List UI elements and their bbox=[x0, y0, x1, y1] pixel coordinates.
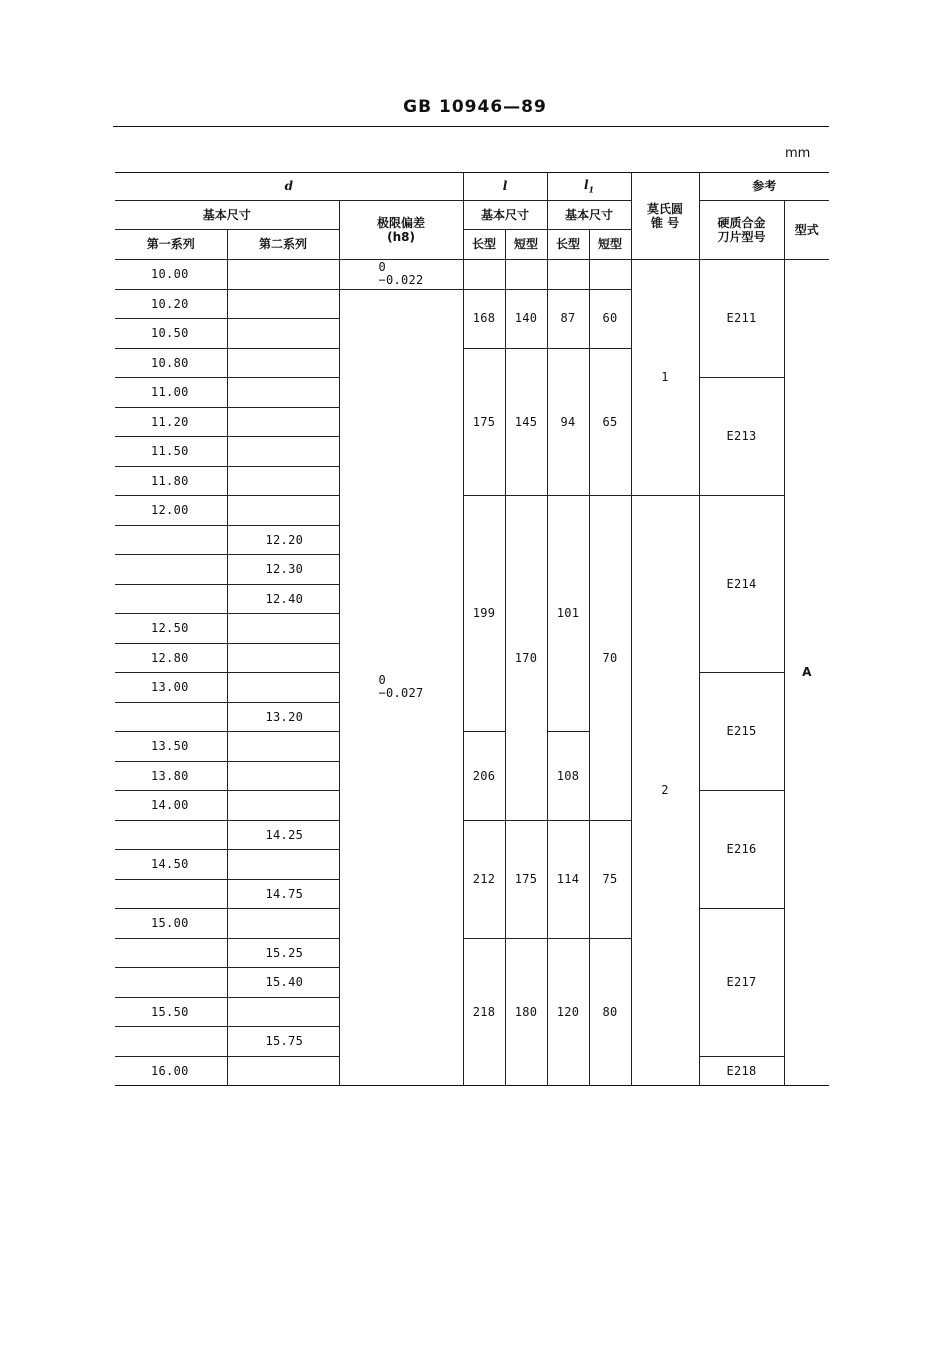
l1-long-cell: 94 bbox=[547, 348, 589, 496]
basic-size-header: 基本尺寸 bbox=[115, 201, 339, 230]
morse-header-line2: 锥 号 bbox=[650, 216, 680, 230]
l1-basic-size-header: 基本尺寸 bbox=[547, 201, 631, 230]
l1-group-header bbox=[547, 173, 631, 201]
carbide-header-line1: 硬质合金 bbox=[717, 215, 766, 230]
l1-long-cell: 108 bbox=[547, 732, 589, 821]
series1-cell: 12.00 bbox=[115, 496, 227, 526]
tolerance-lower: −0.027 bbox=[378, 685, 424, 700]
l1-short-cell bbox=[589, 260, 631, 290]
series2-cell bbox=[227, 437, 339, 467]
insert-cell: E218 bbox=[699, 1056, 784, 1086]
series1-cell bbox=[115, 1027, 227, 1057]
series2-cell bbox=[227, 791, 339, 821]
series2-cell bbox=[227, 1056, 339, 1086]
series2-cell: 13.20 bbox=[227, 702, 339, 732]
series2-cell bbox=[227, 643, 339, 673]
series1-header: 第一系列 bbox=[115, 230, 227, 260]
l-long-cell: 168 bbox=[463, 289, 505, 348]
insert-cell: E211 bbox=[699, 260, 784, 378]
morse-header-line1: 莫氏圆 bbox=[647, 201, 684, 216]
l-short-cell: 145 bbox=[505, 348, 547, 496]
header-row bbox=[115, 173, 829, 201]
series1-cell bbox=[115, 702, 227, 732]
type-cell: A bbox=[784, 260, 829, 1086]
tolerance-cell bbox=[339, 260, 463, 290]
l1-short-header: 短型 bbox=[589, 230, 631, 260]
l1-short-cell: 75 bbox=[589, 820, 631, 938]
series2-cell: 12.40 bbox=[227, 584, 339, 614]
series2-cell bbox=[227, 289, 339, 319]
series2-cell bbox=[227, 850, 339, 880]
l1-long-cell bbox=[547, 260, 589, 290]
series2-cell bbox=[227, 260, 339, 290]
series2-cell bbox=[227, 909, 339, 939]
l-long-cell: 199 bbox=[463, 496, 505, 732]
l1-long-cell: 87 bbox=[547, 289, 589, 348]
series1-cell bbox=[115, 879, 227, 909]
l1-long-cell: 114 bbox=[547, 820, 589, 938]
series2-cell bbox=[227, 614, 339, 644]
type-header: 型式 bbox=[784, 201, 829, 260]
l1-long-cell: 101 bbox=[547, 496, 589, 732]
series1-cell bbox=[115, 555, 227, 585]
series1-cell: 11.50 bbox=[115, 437, 227, 467]
series1-cell: 14.00 bbox=[115, 791, 227, 821]
series2-cell bbox=[227, 348, 339, 378]
l1-short-cell: 80 bbox=[589, 938, 631, 1086]
series1-cell: 13.00 bbox=[115, 673, 227, 703]
series1-cell: 14.50 bbox=[115, 850, 227, 880]
series1-cell: 11.00 bbox=[115, 378, 227, 408]
tolerance-label: 极限偏差 bbox=[377, 215, 426, 230]
l1-long-cell: 120 bbox=[547, 938, 589, 1086]
insert-cell: E213 bbox=[699, 378, 784, 496]
series1-cell: 10.20 bbox=[115, 289, 227, 319]
l-short-header: 短型 bbox=[505, 230, 547, 260]
l1-short-cell: 65 bbox=[589, 348, 631, 496]
series1-cell: 10.00 bbox=[115, 260, 227, 290]
d-group-header: d bbox=[115, 173, 463, 201]
series2-cell: 14.75 bbox=[227, 879, 339, 909]
series2-cell: 12.30 bbox=[227, 555, 339, 585]
l-short-cell: 175 bbox=[505, 820, 547, 938]
table-row bbox=[115, 260, 829, 290]
l-short-cell: 170 bbox=[505, 496, 547, 821]
series2-cell bbox=[227, 466, 339, 496]
series1-cell: 13.80 bbox=[115, 761, 227, 791]
series2-cell: 15.40 bbox=[227, 968, 339, 998]
series1-cell bbox=[115, 968, 227, 998]
series1-cell bbox=[115, 938, 227, 968]
series1-cell: 10.80 bbox=[115, 348, 227, 378]
l-long-cell: 206 bbox=[463, 732, 505, 821]
tolerance-cell bbox=[339, 289, 463, 1086]
series1-cell: 10.50 bbox=[115, 319, 227, 349]
series1-cell: 15.50 bbox=[115, 997, 227, 1027]
series1-cell: 13.50 bbox=[115, 732, 227, 762]
l-basic-size-header: 基本尺寸 bbox=[463, 201, 547, 230]
series1-cell bbox=[115, 820, 227, 850]
series2-cell: 12.20 bbox=[227, 525, 339, 555]
l-long-cell: 175 bbox=[463, 348, 505, 496]
series2-cell bbox=[227, 407, 339, 437]
l-short-cell bbox=[505, 260, 547, 290]
carbide-header-line2: 刀片型号 bbox=[717, 230, 766, 244]
series2-cell bbox=[227, 378, 339, 408]
series2-cell bbox=[227, 319, 339, 349]
document-header-title: GB 10946—89 bbox=[403, 97, 547, 117]
l1-long-header: 长型 bbox=[547, 230, 589, 260]
tolerance-upper: 0 bbox=[378, 673, 386, 688]
series1-cell: 15.00 bbox=[115, 909, 227, 939]
l1-subscript: 1 bbox=[588, 184, 595, 195]
series2-cell: 15.75 bbox=[227, 1027, 339, 1057]
l-long-cell bbox=[463, 260, 505, 290]
carbide-insert-header bbox=[699, 201, 784, 260]
insert-cell: E216 bbox=[699, 791, 784, 909]
series2-cell bbox=[227, 673, 339, 703]
series2-cell bbox=[227, 997, 339, 1027]
l-short-cell: 180 bbox=[505, 938, 547, 1086]
series1-cell: 12.50 bbox=[115, 614, 227, 644]
morse-taper-cell: 2 bbox=[631, 496, 699, 1086]
tolerance-upper: 0 bbox=[378, 260, 386, 275]
table-row bbox=[115, 496, 829, 526]
l-long-header: 长型 bbox=[463, 230, 505, 260]
l-short-cell: 140 bbox=[505, 289, 547, 348]
series1-cell bbox=[115, 525, 227, 555]
insert-cell: E214 bbox=[699, 496, 784, 673]
tolerance-code: (h8) bbox=[387, 230, 415, 244]
series1-cell: 12.80 bbox=[115, 643, 227, 673]
insert-cell: E215 bbox=[699, 673, 784, 791]
series2-cell bbox=[227, 761, 339, 791]
l-long-cell: 218 bbox=[463, 938, 505, 1086]
series2-cell bbox=[227, 496, 339, 526]
series2-cell: 15.25 bbox=[227, 938, 339, 968]
reference-header: 参考 bbox=[699, 173, 829, 201]
l-long-cell: 212 bbox=[463, 820, 505, 938]
morse-taper-header bbox=[631, 173, 699, 260]
series1-cell: 11.20 bbox=[115, 407, 227, 437]
insert-cell: E217 bbox=[699, 909, 784, 1057]
l1-short-cell: 60 bbox=[589, 289, 631, 348]
series1-cell bbox=[115, 584, 227, 614]
tolerance-header bbox=[339, 201, 463, 260]
dimension-table bbox=[115, 172, 829, 1086]
l-group-header: l bbox=[463, 173, 547, 201]
header-rule bbox=[113, 126, 829, 127]
morse-taper-cell: 1 bbox=[631, 260, 699, 496]
header-row bbox=[115, 201, 829, 230]
series2-cell bbox=[227, 732, 339, 762]
series1-cell: 11.80 bbox=[115, 466, 227, 496]
tolerance-lower: −0.022 bbox=[378, 272, 424, 287]
series2-header: 第二系列 bbox=[227, 230, 339, 260]
series2-cell: 14.25 bbox=[227, 820, 339, 850]
l1-short-cell: 70 bbox=[589, 496, 631, 821]
unit-label: mm bbox=[785, 146, 811, 161]
series1-cell: 16.00 bbox=[115, 1056, 227, 1086]
l1-symbol: l bbox=[583, 178, 589, 192]
